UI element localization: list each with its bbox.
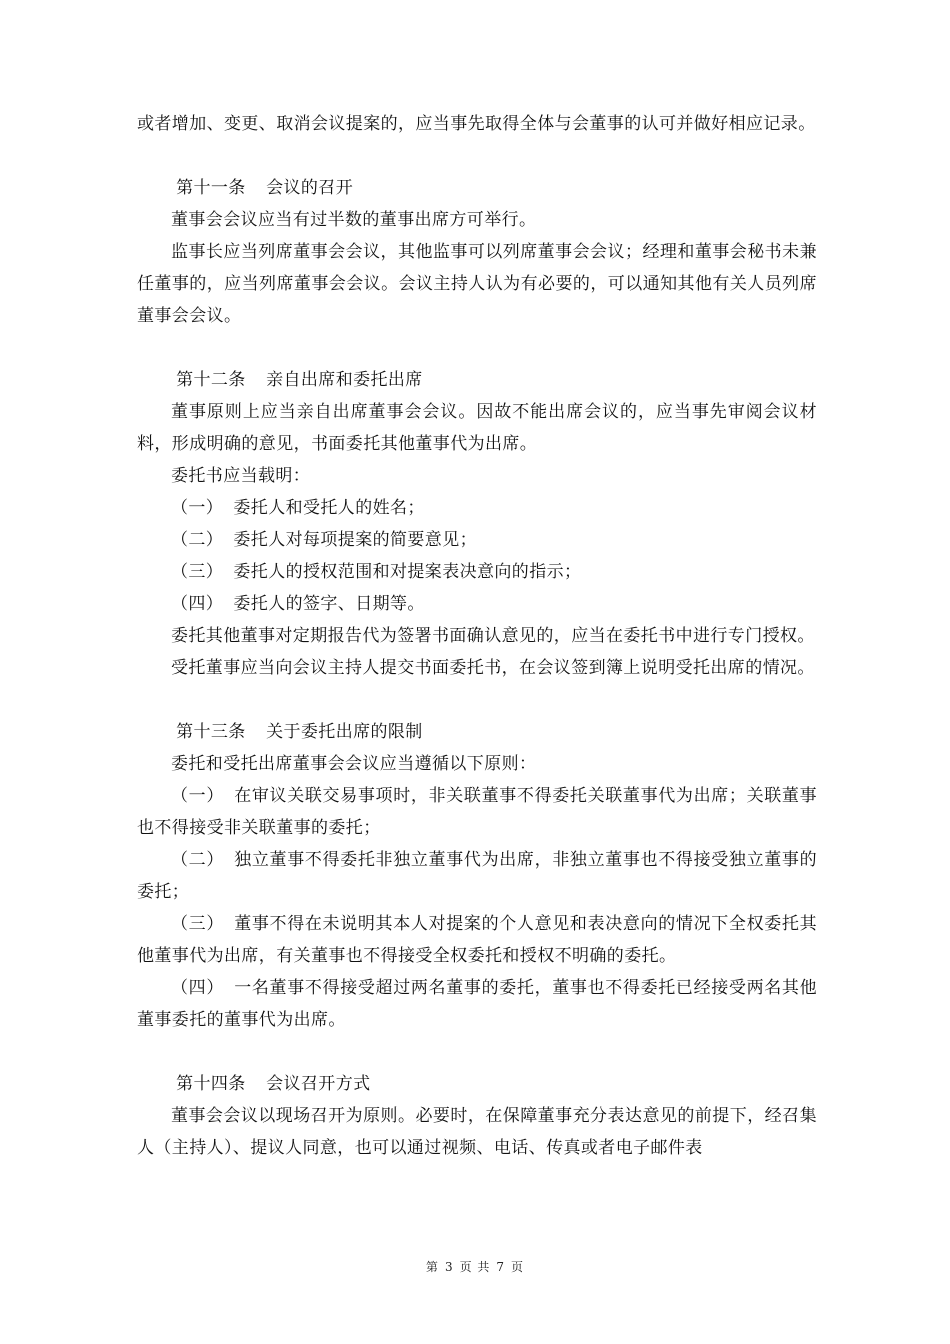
paragraph: 受托董事应当向会议主持人提交书面委托书，在会议签到簿上说明受托出席的情况。	[171, 658, 815, 678]
list-item-text: 一名董事不得接受超过两名董事的委托，董事也不得委托已经接受两名其他董事委托的董事代为出席。	[137, 978, 818, 1030]
list-item-marker: （一）	[171, 498, 224, 518]
article-number: 第十一条	[176, 178, 246, 198]
article-number: 第十三条	[176, 722, 246, 742]
footer-prefix: 第	[425, 1260, 439, 1274]
paragraph-gap	[137, 140, 817, 172]
article-title: 亲自出席和委托出席	[266, 370, 423, 390]
paragraph: 或者增加、变更、取消会议提案的，应当事先取得全体与会董事的认可并做好相应记录。	[137, 114, 816, 134]
list-item-marker: （二）	[171, 850, 225, 870]
list-item-text: 委托人的签字、日期等。	[233, 594, 425, 614]
article-heading	[137, 364, 817, 396]
article-heading	[137, 1068, 817, 1100]
article-number: 第十四条	[176, 1074, 246, 1094]
paragraph-gap	[137, 332, 817, 364]
paragraph: 委托书应当载明：	[171, 466, 311, 486]
list-item-marker: （三）	[171, 562, 224, 582]
list-item	[137, 972, 817, 1036]
page-footer	[0, 1258, 950, 1275]
list-item	[137, 780, 817, 844]
list-item	[137, 556, 817, 588]
footer-middle: 页 共	[459, 1260, 491, 1274]
list-item-marker: （四）	[171, 594, 224, 614]
paragraph: 董事会会议以现场召开为原则。必要时，在保障董事充分表达意见的前提下，经召集人（主持人）、提议人同意，也可以通过视频、电话、传真或者电子邮件表	[137, 1106, 817, 1158]
list-item	[137, 844, 817, 908]
list-item-text: 董事不得在未说明其本人对提案的个人意见和表决意向的情况下全权委托其他董事代为出席，有关董事也不得接受全权委托和授权不明确的委托。	[137, 914, 818, 966]
list-item	[137, 492, 817, 524]
paragraph: 董事原则上应当亲自出席董事会会议。因故不能出席会议的，应当事先审阅会议材料，形成明确的意见，书面委托其他董事代为出席。	[137, 402, 817, 454]
list-item	[137, 524, 817, 556]
paragraph: 监事长应当列席董事会会议，其他监事可以列席董事会会议；经理和董事会秘书未兼任董事的，应当列席董事会会议。会议主持人认为有必要的，可以通知其他有关人员列席董事会会议。	[137, 242, 817, 326]
list-item-text: 在审议关联交易事项时，非关联董事不得委托关联董事代为出席；关联董事也不得接受非关联董事的委托；	[137, 786, 818, 838]
article-title: 会议召开方式	[266, 1074, 371, 1094]
article-title: 关于委托出席的限制	[266, 722, 423, 742]
list-item-marker: （四）	[171, 978, 225, 998]
list-item-marker: （一）	[171, 786, 225, 806]
article-title: 会议的召开	[266, 178, 354, 198]
paragraph: 董事会会议应当有过半数的董事出席方可举行。	[171, 210, 537, 230]
list-item-text: 委托人对每项提案的简要意见；	[233, 530, 477, 550]
list-item-text: 独立董事不得委托非独立董事代为出席，非独立董事也不得接受独立董事的委托；	[137, 850, 818, 902]
article-number: 第十二条	[176, 370, 246, 390]
article-heading	[137, 716, 817, 748]
paragraph-gap	[137, 684, 817, 716]
footer-page-number: 3	[444, 1260, 454, 1274]
paragraph: 委托其他董事对定期报告代为签署书面确认意见的，应当在委托书中进行专门授权。	[171, 626, 815, 646]
article-heading	[137, 172, 817, 204]
footer-suffix: 页	[511, 1260, 525, 1274]
list-item-text: 委托人和受托人的姓名；	[233, 498, 425, 518]
list-item-marker: （二）	[171, 530, 224, 550]
list-item	[137, 588, 817, 620]
paragraph-gap	[137, 1036, 817, 1068]
list-item	[137, 908, 817, 972]
paragraph: 委托和受托出席董事会会议应当遵循以下原则：	[171, 754, 537, 774]
footer-total-pages: 7	[496, 1260, 506, 1274]
list-item-marker: （三）	[171, 914, 225, 934]
document-body	[137, 108, 817, 1164]
list-item-text: 委托人的授权范围和对提案表决意向的指示；	[233, 562, 582, 582]
